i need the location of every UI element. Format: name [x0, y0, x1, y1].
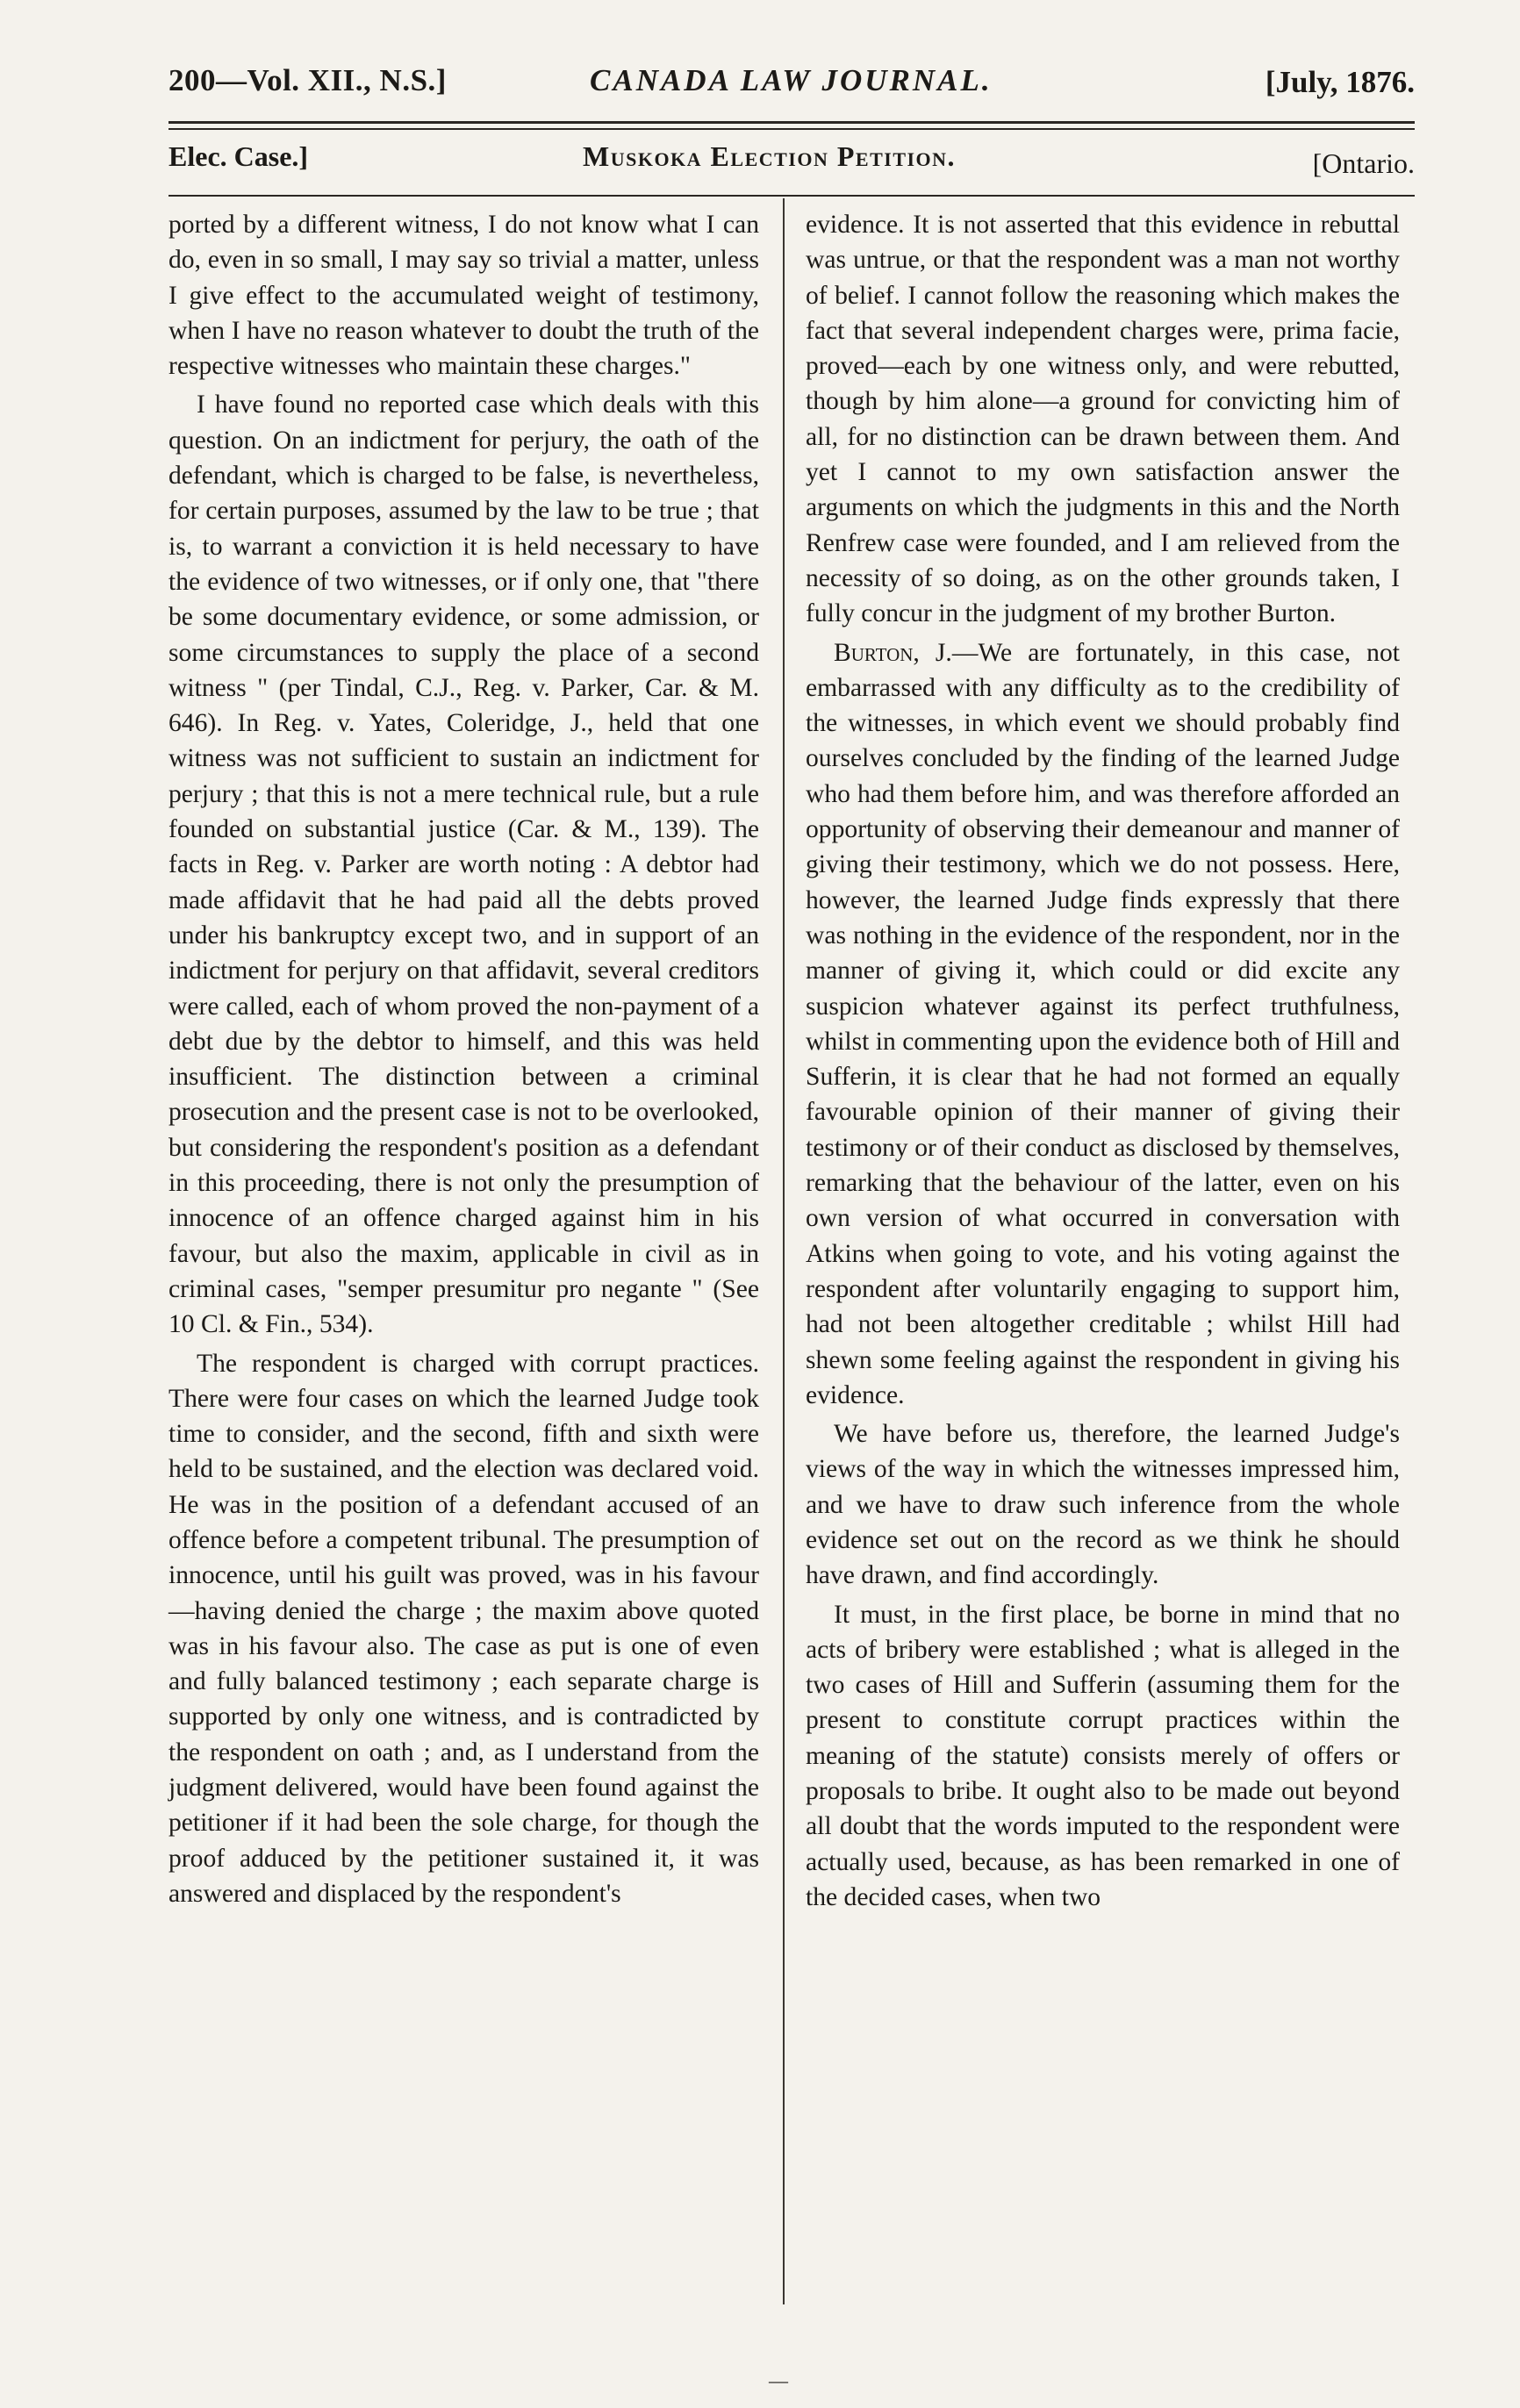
left-paragraph-1: ported by a different witness, I do not know what I can do, even in so small, I may say so trivial a matter, unless I give effect to the accumulated weight of testimony, when I have no reason whatever to doubt the truth of the respective witnesses who maintain these charges.": [168, 211, 759, 381]
header-rule-bottom: [168, 128, 1415, 130]
journal-title: CANADA LAW JOURNAL.: [590, 63, 993, 97]
case-type: Elec. Case.]: [168, 140, 309, 172]
right-paragraph-2: [806, 635, 1400, 1414]
volume-label: 200—Vol. XII., N.S.]: [168, 63, 447, 97]
footer-mark: —: [769, 2369, 788, 2391]
right-paragraph-3: We have before us, therefore, the learned Judge's views of the way in which the witnesses impressed him, and we have to draw such inference from the whole evidence set out on the record as we think he should have drawn, and find accordingly.: [806, 1420, 1400, 1590]
header-rule-top: [168, 121, 1415, 124]
right-column: [806, 207, 1400, 1915]
running-head: [168, 63, 1415, 116]
left-column: [168, 207, 759, 1911]
subheader-rule: [168, 195, 1415, 197]
case-subheader: [168, 140, 1415, 190]
judge-name: Burton, J.: [834, 638, 952, 667]
province: [Ontario.: [1312, 147, 1415, 179]
issue-date: [July, 1876.: [1265, 65, 1415, 99]
right-paragraph-1: evidence. It is not asserted that this evidence in rebuttal was untrue, or that the respondent was a man not worthy of belief. I cannot follow the reasoning which makes the fact that several independent charges were, prima facie, proved—each by one witness only, and were rebutted, though by him alone—a ground for convicting him of all, for no distinction can be drawn between them. And yet I cannot to my own satisfaction answer the arguments on which the judgments in this and the North Renfrew case were founded, and I am relieved from the necessity of so doing, as on the other grounds taken, I fully concur in the judgment of my brother Burton.: [806, 211, 1400, 628]
right-paragraph-4: It must, in the first place, be borne in mind that no acts of bribery were established ; what is alleged in the two cases of Hill and Sufferin (assuming them for the present to constitute corrupt practices within the meaning of the statute) consists merely of offers or proposals to bribe. It ought also to be made out beyond all doubt that the words imputed to the respondent were actually used, because, as has been remarked in one of the decided cases, when two: [806, 1600, 1400, 1911]
left-paragraph-2: I have found no reported case which deals with this question. On an indictment for perjury, the oath of the defendant, which is charged to be false, is nevertheless, for certain purposes, assumed by the law to be true ; that is, to warrant a conviction it is held necessary to have the evidence of two witnesses, or if only one, that "there be some documentary evidence, or some admission, or some circumstances to supply the place of a second witness " (per Tindal, C.J., Reg. v. Parker, Car. & M. 646). In Reg. v. Yates, Coleridge, J., held that one witness was not sufficient to sustain an indictment for perjury ; that this is not a mere technical rule, but a rule founded on substantial justice (Car. & M., 139). The facts in Reg. v. Parker are worth noting : A debtor had made affidavit that he had paid all the debts proved under his bankruptcy except two, and in support of an indictment for perjury on that affidavit, several creditors were called, each of whom proved the non-payment of a debt due by the debtor to himself, and this was held insufficient. The distinction between a criminal prosecution and the present case is not to be overlooked, but considering the respondent's position as a defendant in this proceeding, there is not only the presumption of innocence of an offence charged against him in his favour, but also the maxim, applicable in civil as in criminal cases, "semper presumitur pro negante " (See 10 Cl. & Fin., 534).: [168, 391, 759, 1339]
right-paragraph-2-text: —We are fortunately, in this case, not embarrassed with any difficulty as to the credibility of the witnesses, in which event we should probably find ourselves concluded by the finding of the learned Judge who had them before him, and was therefore afforded an opportunity of observing their demeanour and manner of giving their testimony, which we do not possess. Here, however, the learned Judge finds expressly that there was nothing in the evidence of the respondent, nor in the manner of giving it, which could or did excite any suspicion whatever against its perfect truthfulness, whilst in commenting upon the evidence both of Hill and Sufferin, it is clear that he had not formed an equally favourable opinion of their manner of giving their testimony or of their conduct as disclosed by themselves, remarking that the behaviour of the latter, even on his own version of what occurred in conversation with Atkins when going to vote, and his voting against the respondent after voluntarily engaging to support him, had not been altogether creditable ; whilst Hill had shewn some feeling against the respondent in giving his evidence.: [806, 638, 1400, 1409]
case-name: Muskoka Election Petition.: [583, 140, 957, 172]
left-paragraph-3: The respondent is charged with corrupt practices. There were four cases on which the learned Judge took time to consider, and the second, fifth and sixth were held to be sustained, and the election was declared void. He was in the position of a defendant accused of an offence before a competent tribunal. The presumption of innocence, until his guilt was proved, was in his favour—having denied the charge ; the maxim above quoted was in his favour also. The case as put is one of even and fully balanced testimony ; each separate charge is supported by only one witness, and is contradicted by the respondent on oath ; and, as I understand from the judgment delivered, would have been found against the petitioner if it had been the sole charge, for though the proof adduced by the petitioner sustained it, it was answered and displaced by the respondent's: [168, 1349, 759, 1908]
column-divider: [783, 198, 785, 2304]
